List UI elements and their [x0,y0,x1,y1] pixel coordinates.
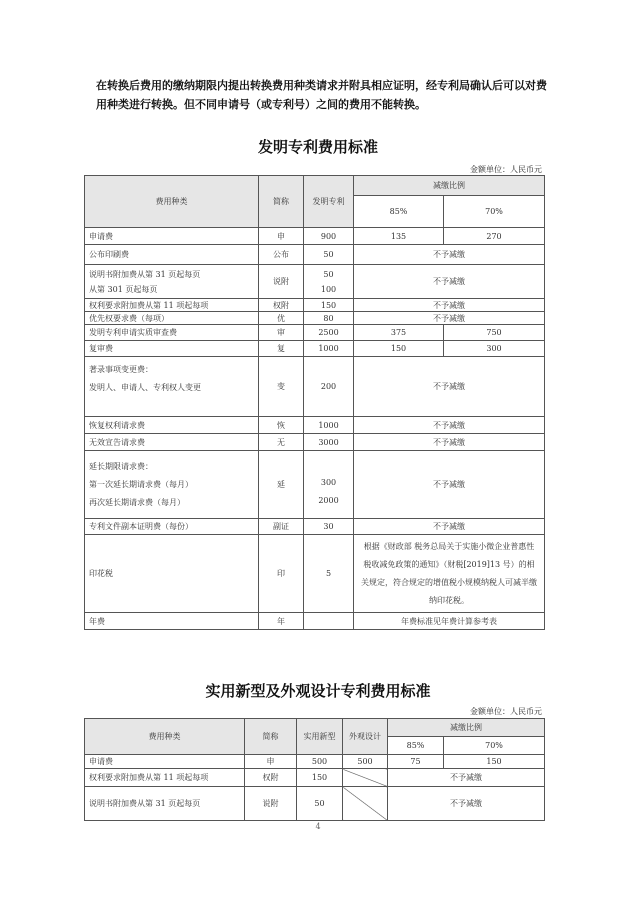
table-row [85,417,545,434]
utility-design-fee-table [84,718,545,821]
intro-paragraph: 在转换后费用的缴纳期限内提出转换费用种类请求并附具相应证明，经专利局确认后可以对费用种类进行转换。但不同申请号（或专利号）之间的费用不能转换。 [96,79,547,111]
fee-amount: 2500 [304,325,354,341]
fee-utility: 50 [297,787,343,821]
col-abbr: 简称 [259,176,304,228]
fee-abbr: 申 [259,228,304,245]
fee-note: 不予减缴 [388,769,545,787]
fee-amount: 3000 [304,434,354,451]
table-row [85,228,545,245]
fee-note: 根据《财政部 税务总局关于实施小微企业普惠性税收减免政策的通知》（财税[2019]13 号）的相关规定，符合规定的增值税小规模纳税人可减半缴纳印花税。 [354,535,545,613]
fee-name: 延长期限请求费： 第一次延长期请求费（每月） 再次延长期请求费（每月） [85,451,259,519]
fee-70: 270 [444,228,545,245]
fee-name: 权利要求附加费从第 11 项起每项 [85,299,259,312]
col-70: 70% [444,196,545,228]
table-row [85,265,545,299]
table-row [85,357,545,417]
fee-amount: 50 [304,245,354,265]
fee-note: 不予减缴 [354,299,545,312]
table-row [85,613,545,630]
fee-note: 不予减缴 [354,434,545,451]
fee-70: 150 [444,755,545,769]
fee-utility: 500 [297,755,343,769]
fee-name: 申请费 [85,755,245,769]
utility-design-fee-title: 实用新型及外观设计专利费用标准 [205,682,431,700]
fee-amount: 150 [304,299,354,312]
design-not-applicable [343,787,388,821]
fee-amount: 80 [304,312,354,325]
fee-name: 发明专利申请实质审查费 [85,325,259,341]
fee-abbr: 恢 [259,417,304,434]
table-row [85,325,545,341]
fee-name: 无效宣告请求费 [85,434,259,451]
fee-abbr: 审 [259,325,304,341]
fee-amount: 5 [304,535,354,613]
invention-fee-title: 发明专利费用标准 [257,138,378,156]
fee-note: 不予减缴 [354,265,545,299]
table-row [85,755,545,769]
col-reduction: 减缴比例 [354,176,545,196]
fee-70: 300 [444,341,545,357]
fee-abbr: 延 [259,451,304,519]
fee-abbr: 年 [259,613,304,630]
fee-amount: 300 2000 [304,451,354,519]
table-row [85,769,545,787]
table-row [85,451,545,519]
fee-note: 不予减缴 [354,519,545,535]
table-row [85,299,545,312]
fee-amount: 30 [304,519,354,535]
fee-abbr: 权附 [245,769,297,787]
fee-name: 说明书附加费从第 31 页起每页 [85,787,245,821]
fee-amount: 900 [304,228,354,245]
fee-name: 印花税 [85,535,259,613]
col-fee-type: 费用种类 [85,719,245,755]
fee-85: 75 [388,755,444,769]
fee-name: 公布印刷费 [85,245,259,265]
table-row [85,434,545,451]
fee-name: 申请费 [85,228,259,245]
table-row [85,312,545,325]
table-row [85,519,545,535]
fee-abbr: 申 [245,755,297,769]
fee-note: 不予减缴 [354,451,545,519]
fee-abbr: 副证 [259,519,304,535]
fee-abbr: 无 [259,434,304,451]
fee-utility: 150 [297,769,343,787]
fee-abbr: 说附 [245,787,297,821]
col-invention: 发明专利 [304,176,354,228]
col-design: 外观设计 [343,719,388,755]
table-row [85,341,545,357]
fee-abbr: 变 [259,357,304,417]
fee-abbr: 说附 [259,265,304,299]
fee-note: 不予减缴 [354,357,545,417]
col-abbr: 简称 [245,719,297,755]
fee-note: 不予减缴 [354,245,545,265]
col-reduction: 减缴比例 [388,719,545,737]
fee-amount: 50 100 [304,265,354,299]
design-not-applicable [343,769,388,787]
table-row [85,535,545,613]
fee-amount: 200 [304,357,354,417]
fee-note: 不予减缴 [354,417,545,434]
col-fee-type: 费用种类 [85,176,259,228]
fee-design: 500 [343,755,388,769]
fee-note: 不予减缴 [354,312,545,325]
fee-amount [304,613,354,630]
invention-currency-unit: 金额单位：人民币元 [470,165,542,174]
table-row [85,787,545,821]
col-85: 85% [354,196,444,228]
fee-name: 专利文件副本证明费（每份） [85,519,259,535]
fee-name: 著录事项变更费： 发明人、申请人、专利权人变更 [85,357,259,417]
col-utility: 实用新型 [297,719,343,755]
table-row [85,245,545,265]
fee-name: 恢复权利请求费 [85,417,259,434]
fee-amount: 1000 [304,417,354,434]
fee-name: 权利要求附加费从第 11 项起每项 [85,769,245,787]
invention-fee-table [84,175,545,630]
fee-70: 750 [444,325,545,341]
fee-abbr: 公布 [259,245,304,265]
col-70: 70% [444,737,545,755]
fee-note: 年费标准见年费计算参考表 [354,613,545,630]
fee-name: 说明书附加费从第 31 页起每页 从第 301 页起每页 [85,265,259,299]
fee-85: 150 [354,341,444,357]
fee-85: 135 [354,228,444,245]
page-number: 4 [315,822,321,831]
utility-currency-unit: 金额单位：人民币元 [470,707,542,716]
fee-name: 复审费 [85,341,259,357]
col-85: 85% [388,737,444,755]
fee-name: 优先权要求费（每项） [85,312,259,325]
fee-abbr: 优 [259,312,304,325]
fee-abbr: 权附 [259,299,304,312]
fee-85: 375 [354,325,444,341]
fee-amount: 1000 [304,341,354,357]
fee-abbr: 复 [259,341,304,357]
fee-note: 不予减缴 [388,787,545,821]
fee-abbr: 印 [259,535,304,613]
fee-name: 年费 [85,613,259,630]
